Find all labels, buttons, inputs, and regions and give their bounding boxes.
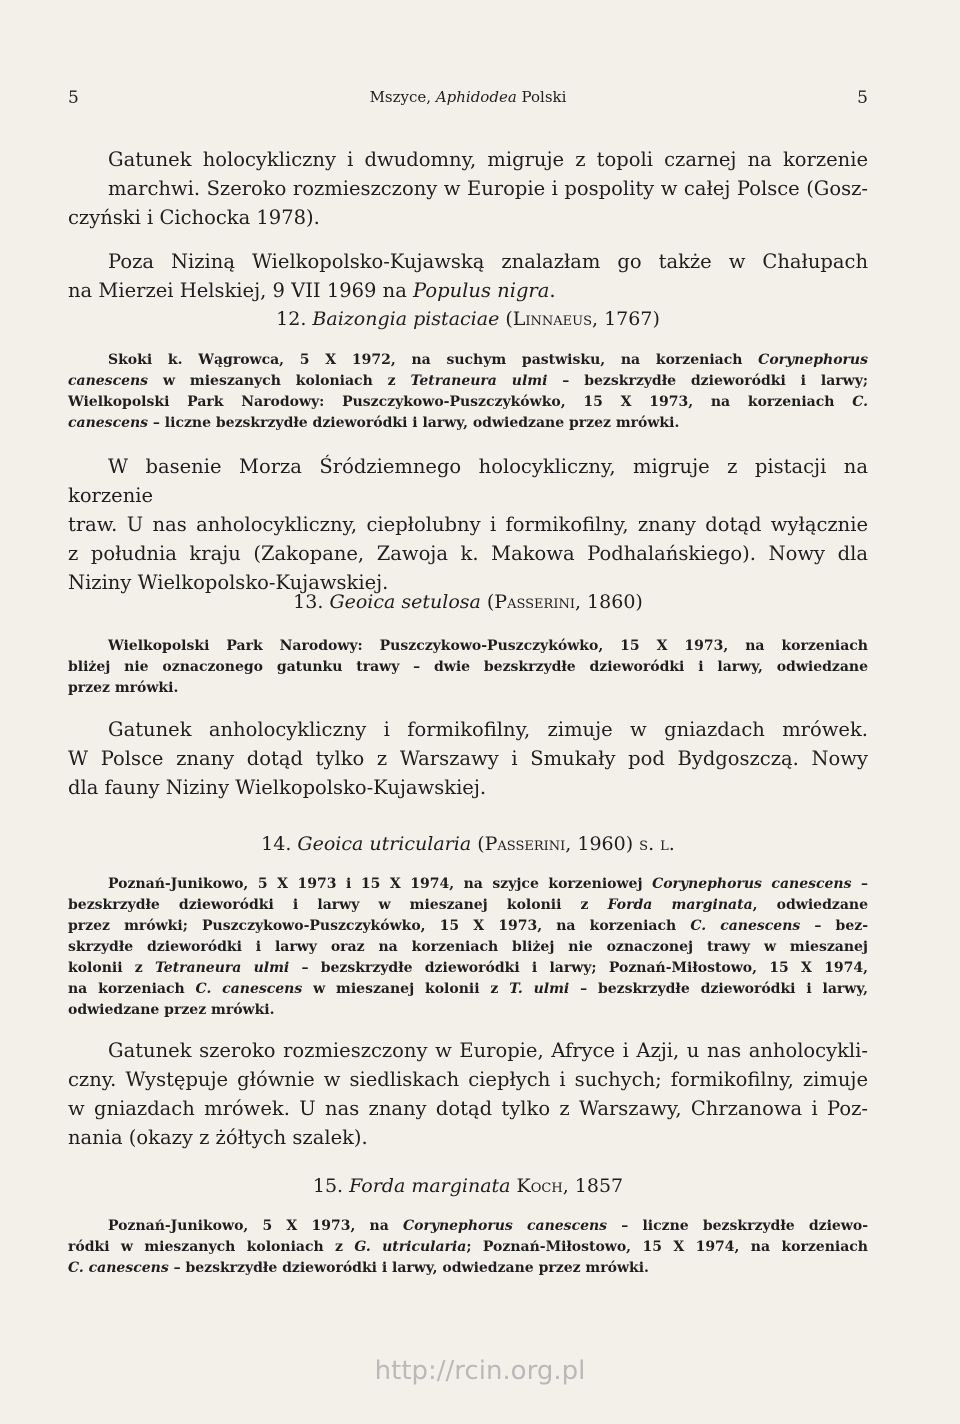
running-title: Mszyce, Aphidodea Polski	[369, 88, 567, 106]
paragraph-2: Poza Niziną Wielkopolsko-Kujawską znalazłam go także w Chałupach na Mierzei Helskiej, 9 VII 1969 na Populus nigra.	[68, 250, 868, 302]
watermark-url: http://rcin.org.pl	[374, 1356, 586, 1386]
paragraph-1: Gatunek holocykliczny i dwudomny, migruje z topoli czarnej na korzenie marchwi. Szeroko rozmieszczony w Europie i pospolity w całej Polsce (Gosz- czyński i Cichocka 1978).	[68, 148, 868, 229]
running-header	[68, 88, 868, 112]
paragraph-3: W basenie Morza Śródziemnego holocykliczny, migruje z pistacji na korzenie traw. U nas anholocykliczny, ciepłolubny i formikofilny, znany dotąd wyłącznie z południa kraju (Zakopane, Zawoja k. Makowa Podhalańskiego). Nowy dla Niziny Wielkopolsko-Kujawskiej.	[68, 455, 868, 594]
species-heading-12: 12. Baizongia pistaciae (Linnaeus, 1767)	[276, 308, 660, 330]
species-heading-14: 14. Geoica utricularia (Passerini, 1960) s. l.	[261, 833, 675, 855]
specimens-15: Poznań-Junikowo, 5 X 1973, na Corynephorus canescens – liczne bezskrzydłe dziewo- ródki w mieszanych koloniach z G. utricularia; Poznań-Miłostowo, 15 X 1974, na korzeniach C. canescens – bezskrzydłe dzieworódki i larwy, odwiedzane przez mrówki.	[68, 1218, 868, 1276]
specimens-12: Skoki k. Wągrowca, 5 X 1972, na suchym pastwisku, na korzeniach Corynephorus canescens w mieszanych koloniach z Tetraneura ulmi – bezskrzydłe dzieworódki i larwy; Wielkopolski Park Narodowy: Puszczykowo-Puszczykówko, 15 X 1973, na korzeniach C. canescens – liczne bezskrzydłe dzieworódki i larwy, odwiedzane przez mrówki.	[68, 352, 869, 431]
species-heading-13: 13. Geoica setulosa (Passerini, 1860)	[293, 591, 643, 613]
species-heading-15: 15. Forda marginata Koch, 1857	[312, 1175, 624, 1197]
page-number-right: 5	[857, 88, 868, 108]
specimens-13: Wielkopolski Park Narodowy: Puszczykowo-Puszczykówko, 15 X 1973, na korzeniach bliżej nie oznaczonego gatunku trawy – dwie bezskrzydłe dzieworódki i larwy, odwiedzane przez mrówki.	[68, 638, 868, 696]
paragraph-4: Gatunek anholocykliczny i formikofilny, zimuje w gniazdach mrówek. W Polsce znany dotąd tylko z Warszawy i Smukały pod Bydgoszczą. Nowy dla fauny Niziny Wielkopolsko-Kujawskiej.	[68, 718, 868, 799]
paragraph-5: Gatunek szeroko rozmieszczony w Europie, Afryce i Azji, u nas anholocykli- czny. Występuje głównie w siedliskach ciepłych i suchych; formikofilny, zimuje w gniazdach mrówek. U nas znany dotąd tylko z Warszawy, Chrzanowa i Poz- nania (okazy z żółtych szalek).	[68, 1039, 868, 1149]
specimens-14: Poznań-Junikowo, 5 X 1973 i 15 X 1974, na szyjce korzeniowej Corynephorus canescens – bezskrzydłe dzieworódki i larwy w mieszanej kolonii z Forda marginata, odwiedzane przez mrówki; Puszczykowo-Puszczykówko, 15 X 1973, na korzeniach C. canescens – bez- skrzydłe dzieworódki i larwy oraz na korzeniach bliżej nie oznaczonej trawy w mieszanej kolonii z Tetraneura ulmi – bezskrzydłe dzieworódki i larwy; Poznań-Miłostowo, 15 X 1974, na korzeniach C. canescens w mieszanej kolonii z T. ulmi – bezskrzydłe dzieworódki i larwy, odwiedzane przez mrówki.	[68, 876, 869, 1018]
page-number-left: 5	[68, 88, 79, 108]
